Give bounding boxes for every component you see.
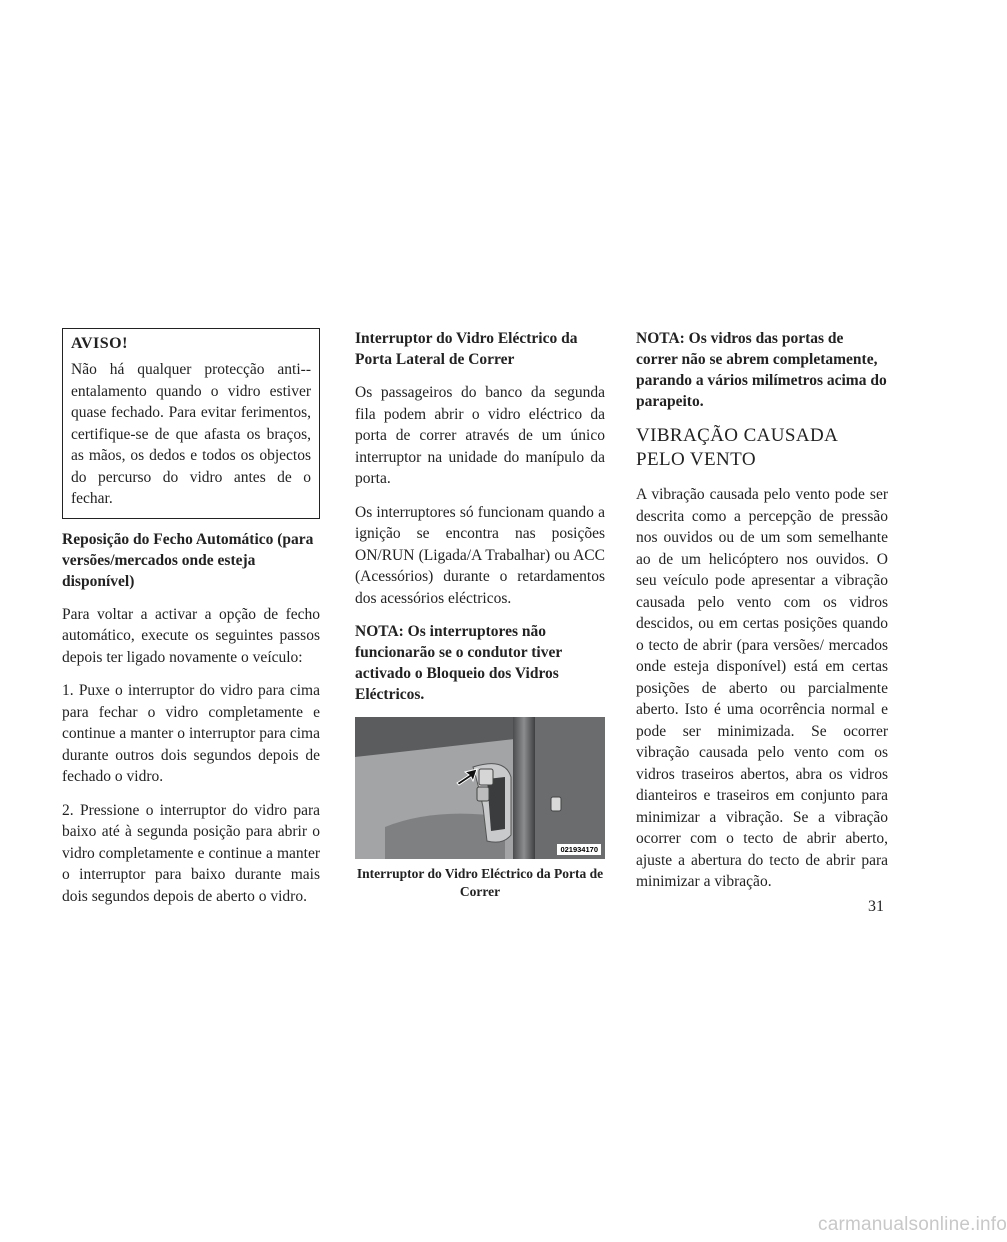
paragraph-intro: Para voltar a activar a opção de fecho automático, execute os seguintes passos depois ter ligado novamente o veículo: — [62, 605, 320, 666]
auto-close-reset-heading: Reposição do Fecho Automático (para versões/mercados onde esteja disponível) — [62, 530, 314, 590]
column-right — [636, 328, 888, 905]
column-middle — [355, 328, 605, 901]
paragraph-step-1: 1. Puxe o interruptor do vidro para cima para fechar o vidro completamente e continue a manter o interruptor para cima durante outros dois segundos depois de fechado o vidro. — [62, 682, 320, 785]
paragraph-second-row: Os passageiros do banco da segunda fila podem abrir o vidro eléctrico da porta de correr através de um único interruptor na unidade do manípulo da porta. — [355, 384, 605, 487]
warning-box — [62, 328, 320, 519]
column-left — [62, 328, 320, 919]
warning-text: Não há qualquer protecção anti--entalamento quando o vidro estiver quase fechado. Para evitar ferimentos, certifique-se de que afasta os braços, as mãos, os dedos e todos os objectos do percurso do vidro antes de o fechar. — [71, 361, 311, 507]
note-sliding-windows: NOTA: Os vidros das portas de correr não se abrem completamente, parando a vários milímetros acima do parapeito. — [636, 330, 887, 410]
figure-caption: Interruptor do Vidro Eléctrico da Porta de Correr — [356, 866, 604, 899]
paragraph-ignition: Os interruptores só funcionam quando a ignição se encontra nas posições ON/RUN (Ligada/A Trabalhar) ou ACC (Acessórios) durante o retardamentos dos acessórios eléctricos. — [355, 503, 605, 607]
note-window-lockout: NOTA: Os interruptores não funcionarão se o condutor tiver activado o Bloqueio dos Vidros Eléctricos. — [355, 623, 562, 703]
section-title-wind-buffeting: VIBRAÇÃO CAUSADA PELO VENTO — [636, 425, 838, 470]
paragraph-wind-buffeting: A vibração causada pelo vento pode ser descrita como a percepção de pressão nos ouvidos ou de um som semelhante ao de um helicóptero nos ouvidos. O seu veículo pode apresentar a vibração causada pelo vento com os vidros descidos, ou em certas posições quando o tecto de abrir (para versões/ mercados onde esteja disponível) está em certas posições de aberto ou parcialmente aberto. Isto é uma ocorrência normal e pode ser minimizada. Se ocorrer vibração causada pelo vento com os vidros traseiros abertos, abra os vidros dianteiros e traseiros em conjunto para minimizar a vibração. Se a vibração ocorrer com o tecto de abrir aberto, ajuste a abertura do tecto de abrir para minimizar a vibração. — [636, 486, 888, 890]
page-number: 31 — [868, 898, 884, 915]
sliding-door-switch-heading: Interruptor do Vidro Eléctrico da Porta Lateral de Correr — [355, 330, 578, 368]
door-panel-illustration — [355, 717, 605, 859]
watermark: carmanualsonline.info — [818, 1214, 1007, 1235]
warning-title: AVISO! — [71, 335, 128, 352]
figure-code: 021934170 — [557, 844, 601, 855]
sliding-door-switch-photo — [355, 717, 605, 859]
paragraph-step-2: 2. Pressione o interruptor do vidro para baixo até à segunda posição para abrir o vidro completamente e continue a manter o interruptor para baixo durante mais dois segundos depois de aberto o vidro. — [62, 801, 320, 905]
